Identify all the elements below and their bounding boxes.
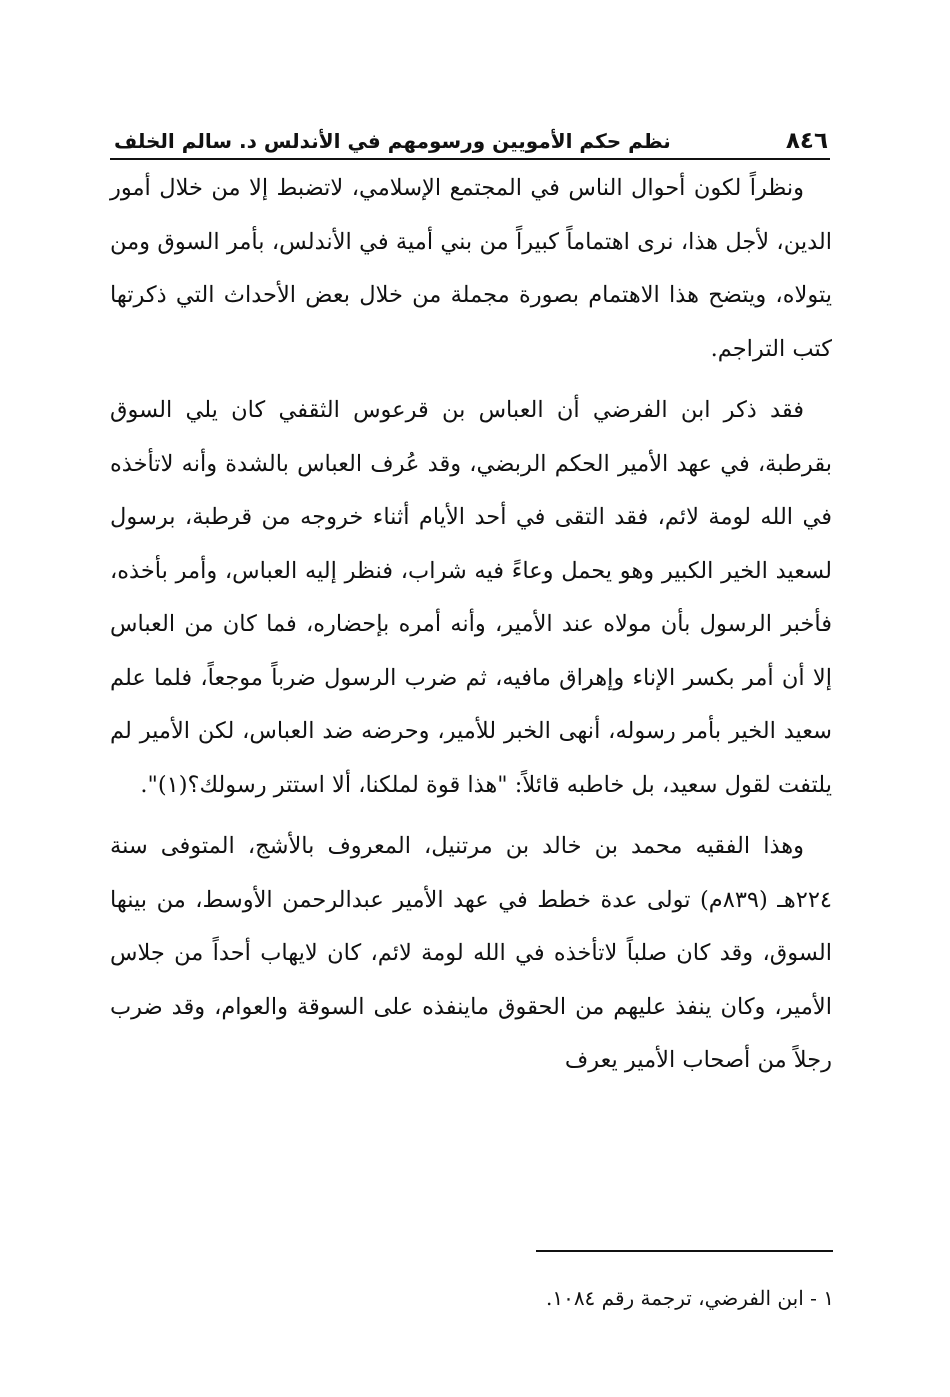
footnote-divider	[536, 1250, 833, 1252]
running-title: نظم حكم الأمويين ورسومهم في الأندلس د. سالم الخلف	[114, 129, 671, 153]
paragraph: فقد ذكر ابن الفرضي أن العباس بن قرعوس الثقفي كان يلي السوق بقرطبة، في عهد الأمير الحكم الربضي، وقد عُرف العباس بالشدة وأنه لاتأخذه في الله لومة لائم، فقد التقى في أحد الأيام أثناء خروجه من قرطبة، برسول لسعيد الخير الكبير وهو يحمل وعاءً فيه شراب، فنظر إليه العباس، وأمر بأخذه، فأخبر الرسول بأن مولاه عند الأمير، وأنه أمره بإحضاره، فما كان من العباس إلا أن أمر بكسر الإناء وإهراق مافيه، ثم ضرب الرسول ضرباً موجعاً، فلما علم سعيد الخير بأمر رسوله، أنهى الخبر للأمير، وحرضه ضد العباس، لكن الأمير لم يلتفت لقول سعيد، بل خاطبه قائلاً: "هذا قوة لملكنا، ألا استتر رسولك؟(١)".	[110, 397, 832, 798]
footnote: ١ - ابن الفرضي، ترجمة رقم ١٠٨٤.	[545, 1286, 834, 1310]
paragraph: وهذا الفقيه محمد بن خالد بن مرتنيل، المعروف بالأشج، المتوفى سنة ٢٢٤هـ (٨٣٩م) تولى عدة خطط في عهد الأمير عبدالرحمن الأوسط، من بينها السوق، وقد كان صلباً لاتأخذه في الله لومة لائم، كان لايهاب أحداً من جلاس الأمير، وكان ينفذ عليهم من الحقوق ماينفذه على السوقة والعوام، وقد ضرب رجلاً من أصحاب الأمير يعرف	[110, 833, 833, 1073]
page-header	[110, 124, 830, 160]
body-text	[110, 162, 832, 1088]
paragraph: ونظراً لكون أحوال الناس في المجتمع الإسلامي، لاتضبط إلا من خلال أمور الدين، لأجل هذا، نرى اهتماماً كبيراً من بني أمية في الأندلس، بأمر السوق ومن يتولاه، ويتضح هذا الاهتمام بصورة مجملة من خلال بعض الأحداث التي ذكرتها كتب التراجم.	[110, 175, 832, 362]
page-number: ٨٤٦	[785, 128, 828, 154]
